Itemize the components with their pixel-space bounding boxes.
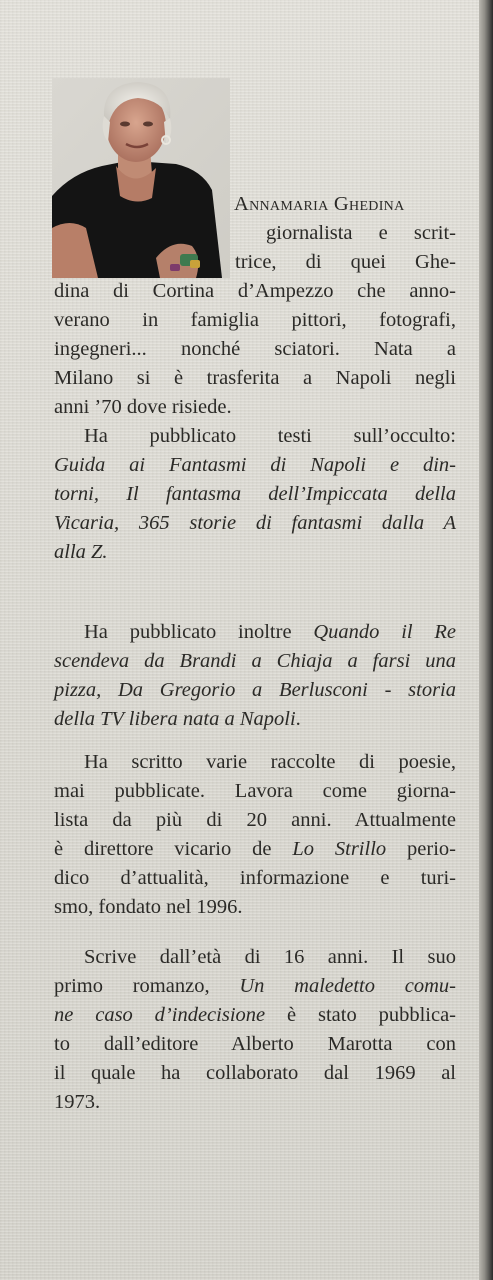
bio-paragraph-3 bbox=[54, 618, 456, 734]
author-name: Annamaria Ghedina bbox=[234, 193, 405, 215]
bio-line: pizza, Da Gregorio a Berlusconi - storia bbox=[54, 679, 456, 701]
bio-line: scendeva da Brandi a Chiaja a farsi una bbox=[54, 650, 456, 672]
bio-line: smo, fondato nel 1996. bbox=[54, 896, 243, 918]
bio-line: ne caso d’indecisione è stato pubblica- bbox=[54, 1004, 456, 1026]
bio-line: trice, di quei Ghe- bbox=[235, 251, 456, 273]
bio-line: lista da più di 20 anni. Attualmente bbox=[54, 809, 456, 831]
bio-line: Ha pubblicato testi sull’occulto: bbox=[84, 425, 456, 447]
bio-paragraph-5 bbox=[54, 943, 456, 1117]
bio-line: alla Z. bbox=[54, 541, 108, 563]
bio-line: mai pubblicate. Lavora come giorna- bbox=[54, 780, 456, 802]
bio-line: Milano si è trasferita a Napoli negli bbox=[54, 367, 456, 389]
bio-line: to dall’editore Alberto Marotta con bbox=[54, 1033, 456, 1055]
bio-line: verano in famiglia pittori, fotografi, bbox=[54, 309, 456, 331]
bio-line: il quale ha collaborato dal 1969 al bbox=[54, 1062, 456, 1084]
bio-line: primo romanzo, Un maledetto comu- bbox=[54, 975, 456, 997]
bio-line: anni ’70 dove risiede. bbox=[54, 396, 232, 418]
bio-line: torni, Il fantasma dell’Impiccata della bbox=[54, 483, 456, 505]
bio-line: dina di Cortina d’Ampezzo che anno- bbox=[54, 280, 456, 302]
bio-line: 1973. bbox=[54, 1091, 101, 1113]
bio-line: è direttore vicario de Lo Strillo perio- bbox=[54, 838, 456, 860]
bio-line: Guida ai Fantasmi di Napoli e din- bbox=[54, 454, 456, 476]
bio-line: Ha scritto varie raccolte di poesie, bbox=[84, 751, 456, 773]
bio-paragraph-1 bbox=[54, 190, 456, 422]
bio-line: Vicaria, 365 storie di fantasmi dalla A bbox=[54, 512, 456, 534]
bio-line: dico d’attualità, informazione e turi- bbox=[54, 867, 456, 889]
bio-paragraph-4 bbox=[54, 748, 456, 922]
bio-line: giornalista e scrit- bbox=[266, 222, 456, 244]
bio-paragraph-2 bbox=[54, 422, 456, 567]
bio-line: Scrive dall’età di 16 anni. Il suo bbox=[84, 946, 456, 968]
bio-line: della TV libera nata a Napoli. bbox=[54, 708, 301, 730]
bio-line: ingegneri... nonché sciatori. Nata a bbox=[54, 338, 456, 360]
bio-line: Ha pubblicato inoltre Quando il Re bbox=[84, 621, 456, 643]
book-spine-edge bbox=[479, 0, 493, 1280]
